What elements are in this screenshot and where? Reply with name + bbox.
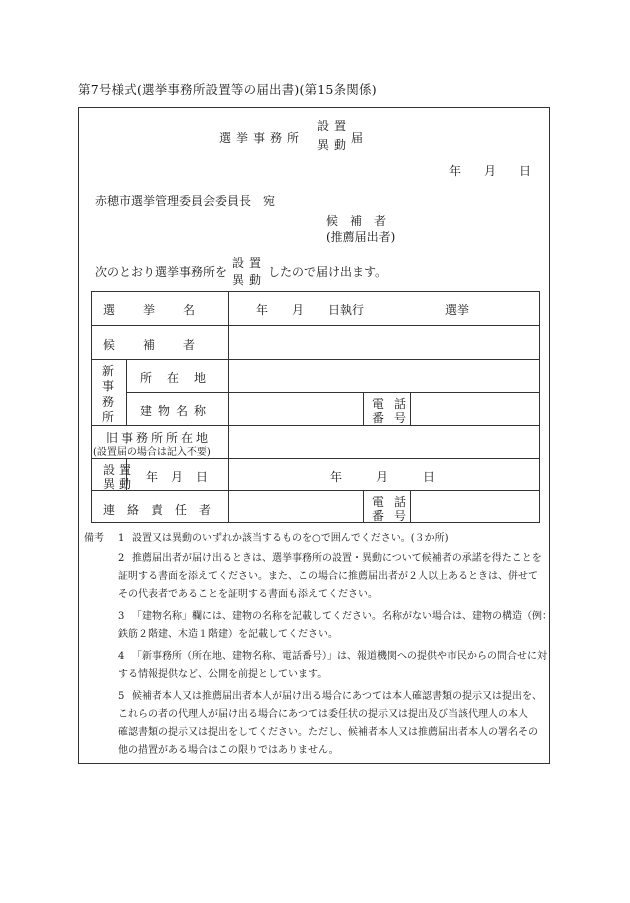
heading-suffix: 届 xyxy=(351,131,364,145)
form-title: 第7号様式(選挙事務所設置等の届出書)(第15条関係) xyxy=(78,82,377,97)
heading-option-change: 異動 xyxy=(317,138,352,152)
location-label: 所在地 xyxy=(140,371,222,385)
phone-label-top: 電話 xyxy=(372,397,417,411)
heading-option-setup: 設置 xyxy=(317,119,352,133)
date-month: 月 xyxy=(484,164,497,178)
col-divider xyxy=(363,490,364,523)
note-number: 2 xyxy=(118,553,125,564)
note-2-line-3: その代表者であることを証明する書面も添えてください。 xyxy=(118,589,378,600)
new-office-char: 務 xyxy=(102,395,115,409)
col-divider xyxy=(228,291,229,523)
note-5-line-1: 候補者本人又は推薦届出者本人が届け出る場合にあつては本人確認書類の提示又は提出を、 xyxy=(132,691,542,702)
note-1: 設置又は異動のいずれか該当するものを○で囲んでください。(３か所) xyxy=(132,533,449,544)
new-office-char: 事 xyxy=(102,379,115,393)
row-divider xyxy=(91,490,540,491)
row-divider xyxy=(91,458,540,459)
candidate-label: 候補者 xyxy=(103,338,224,352)
contact-phone-label-top: 電話 xyxy=(372,495,417,509)
change-date-day: 日 xyxy=(423,470,436,484)
new-office-char: 所 xyxy=(102,410,115,424)
note-2-line-1: 推薦届出者が届け出るときは、選挙事務所の設置・異動について候補者の承諾を得たことを xyxy=(132,553,542,564)
note-4-line-1: 「新事務所（所在地、建物名称、電話番号）」は、報道機関への提供や市民からの問合せに対 xyxy=(132,651,547,662)
old-office-label: 旧事務所所在地 xyxy=(106,431,212,445)
notes-header: 備考 xyxy=(84,533,104,544)
statement-after: したので届け出ます。 xyxy=(268,265,388,279)
building-label: 建物名称 xyxy=(140,404,213,418)
note-number: 5 xyxy=(118,691,125,702)
statement-before: 次のとおり選挙事務所を xyxy=(95,265,228,279)
note-2-line-2: 証明する書面を添えてください。また、この場合に推薦届出者が２人以上あるときは、併せて xyxy=(118,571,538,582)
row-divider xyxy=(126,392,540,393)
statement-option-setup: 設置 xyxy=(232,256,267,270)
row-divider xyxy=(91,359,540,360)
row-divider xyxy=(91,325,540,326)
contact-label: 連絡責任者 xyxy=(103,503,224,517)
candidate-signature-label: 候 補 者 xyxy=(326,214,387,228)
old-office-note: (設置届の場合は記入不要) xyxy=(93,447,211,458)
phone-label-bottom: 番号 xyxy=(372,411,417,425)
note-5-line-3: 確認書類の提示又は提出をしてください。ただし、候補者本人又は推薦届出者本人の署名その xyxy=(118,727,538,738)
date-day: 日 xyxy=(519,164,532,178)
change-label-change: 異動 xyxy=(103,477,136,491)
note-number: 4 xyxy=(118,651,125,662)
election-suffix: 選挙 xyxy=(445,303,470,317)
col-divider xyxy=(126,359,127,425)
heading-left: 選挙事務所 xyxy=(219,131,305,145)
contact-phone-label-bottom: 番号 xyxy=(372,509,417,523)
col-divider xyxy=(363,392,364,425)
change-date-month: 月 xyxy=(376,470,389,484)
note-number: 1 xyxy=(118,533,125,544)
note-number: 3 xyxy=(118,611,125,622)
statement-option-change: 異動 xyxy=(232,273,267,287)
election-date: 年 月 日執行 xyxy=(256,303,365,317)
change-date-year: 年 xyxy=(330,470,343,484)
addressee: 赤穂市選挙管理委員会委員長 宛 xyxy=(95,194,276,208)
note-5-line-2: これらの者の代理人が届け出る場合にあつては委任状の提示又は提出及び当該代理人の本人 xyxy=(118,709,528,720)
recommender-label: (推薦届出者) xyxy=(326,230,396,244)
change-label-setup: 設置 xyxy=(103,463,136,477)
date-year: 年 xyxy=(449,164,462,178)
note-5-line-4: 他の措置がある場合はこの限りではありません。 xyxy=(118,745,339,756)
new-office-char: 新 xyxy=(102,364,115,378)
election-label: 選挙名 xyxy=(103,303,224,317)
row-divider xyxy=(91,425,540,426)
change-date-label: 年月日 xyxy=(146,470,222,484)
note-3-line-1: 「建物名称」欄には、建物の名称を記載してください。名称がない場合は、建物の構造（例： xyxy=(132,611,552,622)
note-3-line-2: 鉄筋２階建、木造１階建）を記載してください。 xyxy=(118,629,338,640)
note-4-line-2: する情報提供など、公開を前提としています。 xyxy=(118,669,328,680)
